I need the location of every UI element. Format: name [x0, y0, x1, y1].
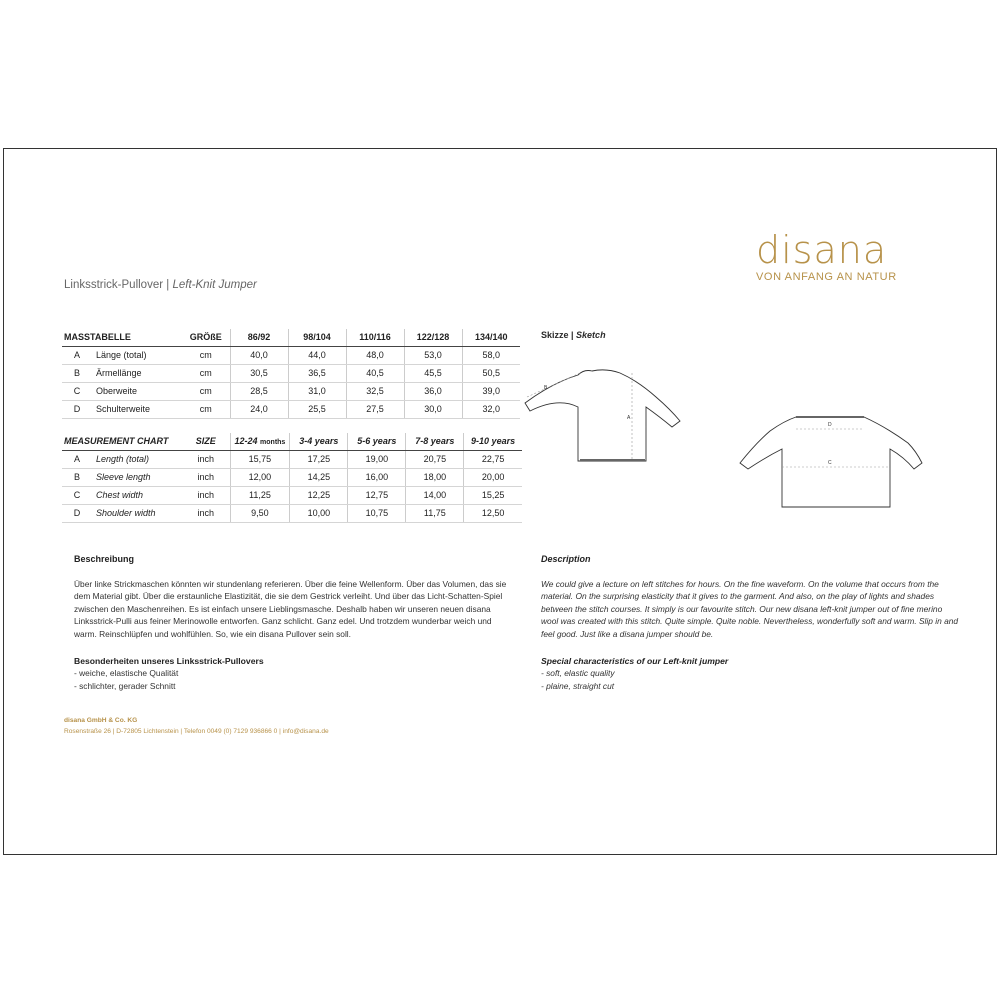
- table-cell: 10,00: [290, 504, 348, 522]
- row-label: Länge (total): [92, 346, 182, 364]
- size-column: 110/116: [346, 329, 404, 346]
- table-cell: 58,0: [462, 346, 520, 364]
- description-heading: Beschreibung: [74, 554, 135, 564]
- feature-item: - weiche, elastische Qualität: [74, 668, 179, 679]
- row-key: A: [62, 346, 92, 364]
- table-cell: 30,5: [230, 364, 288, 382]
- table-cell: 30,0: [404, 400, 462, 418]
- size-column: [230, 433, 290, 450]
- marker-b: B: [544, 385, 548, 391]
- description-body: We could give a lecture on left stitches for hours. On the fine waveform. On the volume that occurs from the material. On the surprising elasticity that it gives to the garment. And also, on the play of lights and shades between the stitch courses. It simply is our favourite stitch. Our new disana left-knit jumper out of fine merino wool was created with this stitch. Quite simple. Quite noble. Nevertheless, wonderfully soft and warm. Slip in and feel good. Just like a disana jumper should be.: [541, 578, 959, 639]
- row-label: Shoulder width: [92, 504, 182, 522]
- page-title: [64, 279, 257, 291]
- table-cell: 20,75: [406, 450, 464, 468]
- size-column: 3-4 years: [290, 433, 348, 450]
- row-key: C: [62, 382, 92, 400]
- size-heading: GRÖßE: [182, 329, 230, 346]
- feature-item: - schlichter, gerader Schnitt: [74, 680, 176, 691]
- row-unit: cm: [182, 364, 230, 382]
- row-unit: inch: [182, 450, 230, 468]
- table-cell: 12,00: [230, 468, 290, 486]
- row-unit: cm: [182, 400, 230, 418]
- table-row: [62, 382, 520, 400]
- table-cell: 32,0: [462, 400, 520, 418]
- table-cell: 36,0: [404, 382, 462, 400]
- sketch-label-de: Skizze: [541, 330, 569, 340]
- table-cell: 45,5: [404, 364, 462, 382]
- table-cell: 36,5: [288, 364, 346, 382]
- features-heading: Besonderheiten unseres Linksstrick-Pullovers: [74, 655, 264, 666]
- title-en: Left-Knit Jumper: [172, 279, 257, 291]
- table-row: [62, 504, 522, 522]
- company-address: Rosenstraße 26 | D-72805 Lichtenstein | Telefon 0049 (0) 7129 936866 0 | info@disana.de: [64, 728, 329, 735]
- company-name: disana GmbH & Co. KG: [64, 717, 138, 724]
- table-cell: 31,0: [288, 382, 346, 400]
- row-label: Oberweite: [92, 382, 182, 400]
- table-cell: 28,5: [230, 382, 288, 400]
- size-table-cm: [62, 329, 520, 419]
- marker-d: D: [828, 422, 832, 428]
- table-cell: 44,0: [288, 346, 346, 364]
- row-unit: inch: [182, 486, 230, 504]
- feature-item: - plaine, straight cut: [541, 680, 615, 691]
- row-unit: cm: [182, 382, 230, 400]
- row-key: A: [62, 450, 92, 468]
- table-cell: 14,25: [290, 468, 348, 486]
- table-cell: 39,0: [462, 382, 520, 400]
- table-header-row: [62, 433, 522, 450]
- sketch-label-en: Sketch: [576, 330, 606, 340]
- table-cell: 14,00: [406, 486, 464, 504]
- table-row: [62, 486, 522, 504]
- company-footer: [64, 715, 329, 737]
- table-cell: 16,00: [348, 468, 406, 486]
- row-unit: inch: [182, 504, 230, 522]
- table-cell: 9,50: [230, 504, 290, 522]
- jumper-side-sketch: [522, 361, 692, 471]
- size-column: 134/140: [462, 329, 520, 346]
- row-label: Length (total): [92, 450, 182, 468]
- sketch-label-separator: |: [568, 330, 577, 340]
- table-cell: 20,00: [464, 468, 522, 486]
- description-heading: Description: [541, 554, 591, 564]
- feature-item: - soft, elastic quality: [541, 668, 615, 679]
- brand-wordmark: disana: [756, 228, 888, 272]
- size-value: 12-24: [234, 436, 258, 447]
- table-cell: 19,00: [348, 450, 406, 468]
- table-row: [62, 468, 522, 486]
- table-cell: 32,5: [346, 382, 404, 400]
- title-de: Linksstrick-Pullover: [64, 279, 164, 291]
- table-cell: 40,0: [230, 346, 288, 364]
- marker-a: A: [627, 415, 631, 421]
- row-label: Schulterweite: [92, 400, 182, 418]
- brand-tagline: VON ANFANG AN NATUR: [756, 271, 897, 283]
- table-row: [62, 364, 520, 382]
- table-header-row: [62, 329, 520, 346]
- size-column: 122/128: [404, 329, 462, 346]
- table-cell: 12,50: [464, 504, 522, 522]
- table-cell: 25,5: [288, 400, 346, 418]
- row-key: B: [62, 468, 92, 486]
- size-column: 86/92: [230, 329, 288, 346]
- table-cell: 15,75: [230, 450, 290, 468]
- size-column: 98/104: [288, 329, 346, 346]
- row-unit: cm: [182, 346, 230, 364]
- size-column: 7-8 years: [406, 433, 464, 450]
- table-cell: 50,5: [462, 364, 520, 382]
- size-column: 9-10 years: [464, 433, 522, 450]
- table-cell: 11,25: [230, 486, 290, 504]
- table-cell: 17,25: [290, 450, 348, 468]
- description-en: [541, 553, 961, 692]
- description-body: Über linke Strickmaschen könnten wir stundenlang referieren. Über die feine Wellenform. Über das Volumen, das sie dem Material gibt. Über die erstaunliche Elastizität, die sie dem Gestrick verleiht. Und über das Licht-Schatten-Spiel zwischen den Maschenreihen. Es ist einfach unsere Lieblingsmasche. Deshalb haben wir unseren neuen disana Linksstrick-Pulli aus feiner Merinowolle entworfen. Ganz schlicht. Ganz edel. Und trotzdem wunderbar weich und warm. Reinschlüpfen und wohlfühlen. So, wie ein disana Pullover sein soll.: [74, 578, 507, 639]
- table-row: [62, 400, 520, 418]
- brand-logo: [756, 228, 936, 283]
- row-label: Ärmellänge: [92, 364, 182, 382]
- size-unit: months: [260, 439, 286, 447]
- table-cell: 12,25: [290, 486, 348, 504]
- size-heading: SIZE: [182, 433, 230, 450]
- row-label: Sleeve length: [92, 468, 182, 486]
- table-title: MEASUREMENT CHART: [62, 433, 182, 450]
- row-key: B: [62, 364, 92, 382]
- row-label: Chest width: [92, 486, 182, 504]
- table-cell: 11,75: [406, 504, 464, 522]
- table-cell: 15,25: [464, 486, 522, 504]
- table-cell: 48,0: [346, 346, 404, 364]
- table-cell: 24,0: [230, 400, 288, 418]
- table-cell: 10,75: [348, 504, 406, 522]
- table-cell: 53,0: [404, 346, 462, 364]
- marker-c: C: [828, 460, 832, 466]
- table-title: MASSTABELLE: [62, 329, 182, 346]
- table-cell: 18,00: [406, 468, 464, 486]
- table-row: [62, 450, 522, 468]
- sketch-label: [541, 330, 606, 340]
- size-column: 5-6 years: [348, 433, 406, 450]
- row-key: D: [62, 400, 92, 418]
- features-heading: Special characteristics of our Left-knit jumper: [541, 655, 729, 666]
- row-unit: inch: [182, 468, 230, 486]
- table-cell: 40,5: [346, 364, 404, 382]
- row-key: C: [62, 486, 92, 504]
- row-key: D: [62, 504, 92, 522]
- description-de: [74, 553, 514, 692]
- table-cell: 27,5: [346, 400, 404, 418]
- table-cell: 22,75: [464, 450, 522, 468]
- table-row: [62, 346, 520, 364]
- title-separator: |: [163, 279, 173, 291]
- document-page: [3, 148, 997, 855]
- size-table-inch: [62, 433, 522, 523]
- table-cell: 12,75: [348, 486, 406, 504]
- jumper-back-sketch: [736, 411, 926, 511]
